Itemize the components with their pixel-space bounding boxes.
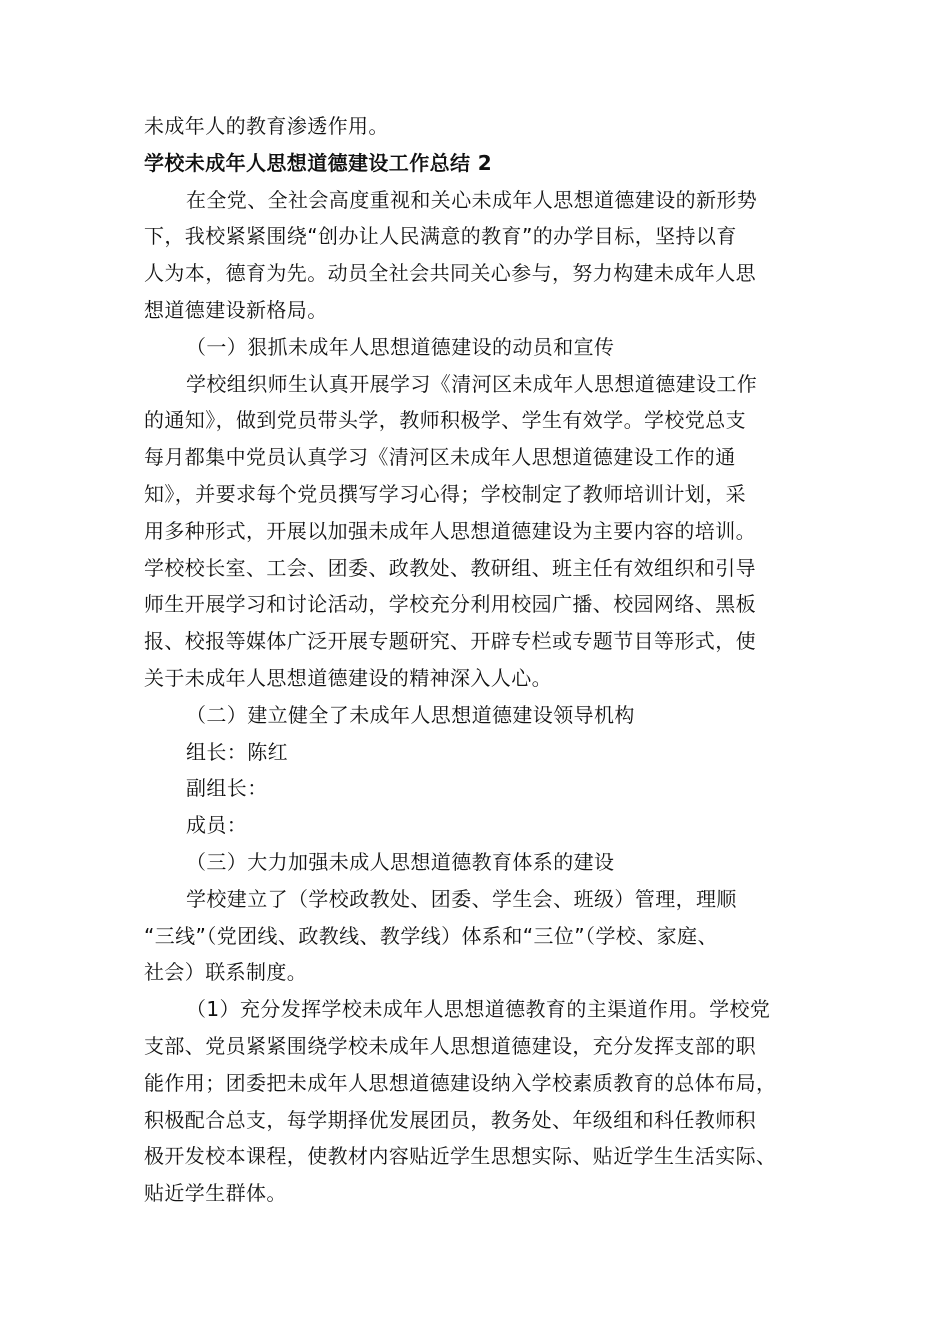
text-line: 学校校长室、工会、团委、政教处、教研组、班主任有效组织和引导 — [144, 555, 756, 580]
text-line: 学校建立了（学校政教处、团委、学生会、班级）管理，理顺 — [186, 886, 737, 911]
text-line: 在全党、全社会高度重视和关心未成年人思想道德建设的新形势 — [186, 187, 758, 212]
text-line: 用多种形式，开展以加强未成年人思想道德建设为主要内容的培训。 — [144, 518, 756, 543]
text-line: 能作用；团委把未成年人思想道德建设纳入学校素质教育的总体布局， — [144, 1070, 777, 1095]
text-line: （二）建立健全了未成年人思想道德建设领导机构 — [186, 702, 635, 727]
text-line: 人为本，德育为先。动员全社会共同关心参与，努力构建未成年人思 — [144, 261, 756, 286]
text-line: 社会）联系制度。 — [144, 960, 308, 985]
text-line: 成员： — [186, 813, 248, 838]
section-heading: 学校未成年人思想道德建设工作总结 2 — [144, 150, 493, 175]
text-line: 贴近学生群体。 — [144, 1181, 287, 1206]
text-line: 想道德建设新格局。 — [144, 297, 328, 322]
document-page — [144, 108, 812, 1212]
text-line: 未成年人的教育渗透作用。 — [144, 114, 389, 138]
text-line: 下，我校紧紧围绕“创办让人民满意的教育”的办学目标，坚持以育 — [144, 224, 737, 249]
text-line: 副组长： — [186, 776, 268, 801]
text-line: （三）大力加强未成人思想道德教育体系的建设 — [186, 849, 615, 874]
text-line: 知》，并要求每个党员撰写学习心得；学校制定了教师培训计划，采 — [144, 481, 746, 506]
text-line: 组长：陈红 — [186, 739, 288, 764]
text-line: （一）狠抓未成年人思想道德建设的动员和宣传 — [186, 334, 615, 359]
text-line: 报、校报等媒体广泛开展专题研究、开辟专栏或专题节目等形式，使 — [144, 629, 756, 654]
text-line: 每月都集中党员认真学习《清河区未成年人思想道德建设工作的通 — [144, 445, 736, 470]
text-line: 支部、党员紧紧围绕学校未成年人思想道德建设，充分发挥支部的职 — [144, 1033, 756, 1058]
text-line: 极开发校本课程，使教材内容贴近学生思想实际、贴近学生生活实际、 — [144, 1144, 777, 1169]
text-line: 关于未成年人思想道德建设的精神深入人心。 — [144, 665, 552, 690]
text-line: 积极配合总支，每学期择优发展团员，教务处、年级组和科任教师积 — [144, 1107, 756, 1132]
text-line: 学校组织师生认真开展学习《清河区未成年人思想道德建设工作 — [186, 371, 758, 396]
text-line: 的通知》，做到党员带头学，教师积极学、学生有效学。学校党总支 — [144, 408, 746, 433]
text-line: （1）充分发挥学校未成年人思想道德教育的主渠道作用。学校党 — [186, 997, 771, 1022]
text-line: 师生开展学习和讨论活动，学校充分利用校园广播、校园网络、黑板 — [144, 592, 756, 617]
text-line: “三线”（党团线、政教线、教学线）体系和“三位”（学校、家庭、 — [144, 923, 718, 948]
